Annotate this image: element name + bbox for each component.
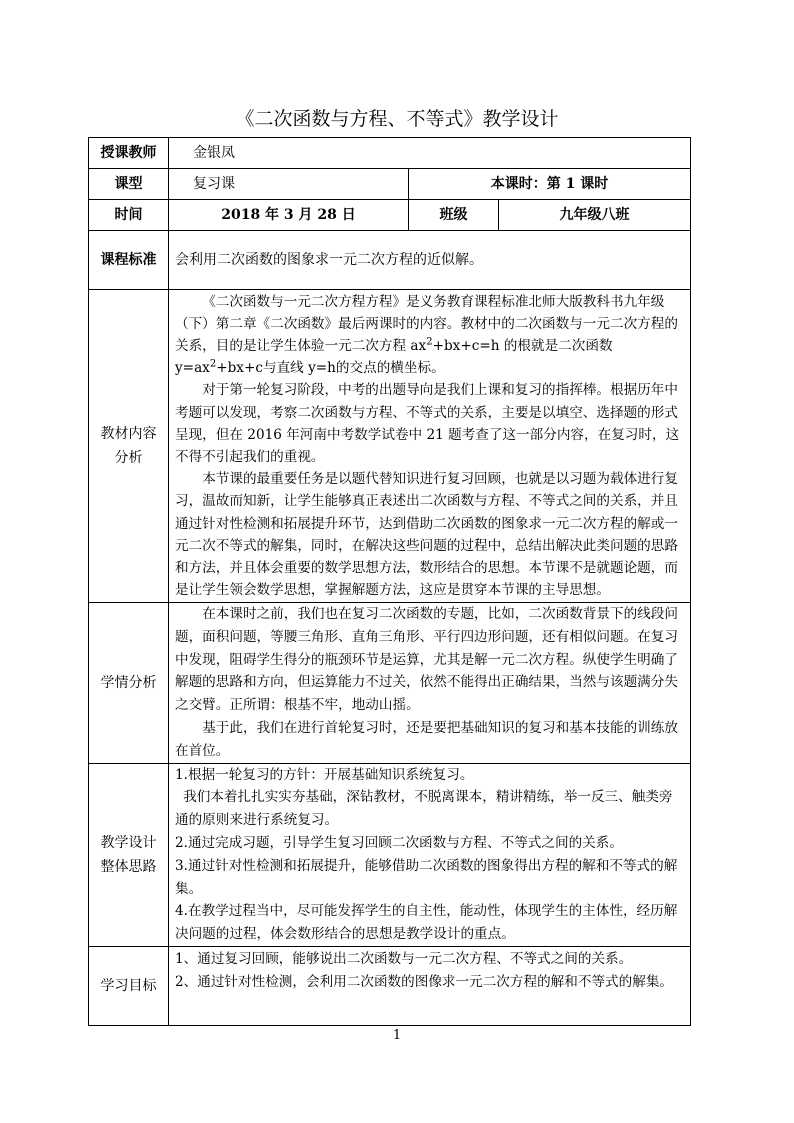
design-label [89,763,169,946]
teacher-value: 金银凤 [169,138,691,169]
objectives-label: 学习目标 [89,946,169,1025]
content-paragraph-2: 对于第一轮复习阶段，中考的出题导向是我们上课和复习的指挥棒。根据历年中考题可以发现，考察二次函数与方程、不等式的关系，主要是以填空、选择题的形式呈现，但在 2016 年河南中考数学试卷中 21 题考查了这一部分内容，在复习时，这不得不引起我们的重视。 [175,382,680,465]
design-item-4: 4.在教学过程当中，尽可能发挥学生的自主性，能动性，体现学生的主体性，经历解决问题的过程，体会数形结合的思想是教学设计的重点。 [175,903,678,943]
content-analysis-label-line1: 教材内容 [100,426,157,442]
content-paragraph-3: 本节课的最重要任务是以题代替知识进行复习回顾，也就是以习题为载体进行复习，温故而知新，让学生能够真正表述出二次函数与方程、不等式之间的关系，并且通过针对性检测和拓展提升环节，达到借助二次函数的图象求一元二次方程的解或一元二次不等式的解集，同时，在解决这些问题的过程中，总结出解决此类问题的思路和方法，并且体会重要的数学思想方法，数形结合的思想。本节课不是就题论题，而是让学生领会数学思想，掌握解题方法，这应是贯穿本节课的主导思想。 [175,471,678,599]
design-label-line1: 教学设计 [100,834,157,851]
session-value: 本课时：第 1 课时 [409,169,691,200]
standard-row [89,231,691,290]
time-row [89,200,691,231]
objective-item-1: 1、通过复习回顾，能够说出二次函数与一元二次方程、不等式之间的关系。 [175,950,633,967]
document-title: 《二次函数与方程、不等式》教学设计 [235,108,559,130]
design-text [169,763,691,946]
standard-text: 会利用二次函数的图象求一元二次方程的近似解。 [169,231,691,290]
learner-analysis-label: 学情分析 [89,603,169,764]
time-label: 时间 [89,200,169,231]
learner-paragraph-1: 在本课时之前，我们也在复习二次函数的专题，比如，二次函数背景下的线段问题，面积问题，等腰三角形、直角三角形、平行四边形问题，还有相似问题。在复习中发现，阻碍学生得分的瓶颈环节是运算，尤其是解一元二次方程。纵使学生明确了解题的思路和方向，但运算能力不过关，依然不能得出正确结果，当然与该题满分失之交臂。正所谓：根基不牢，地动山摇。 [175,606,678,714]
design-item-1: 1.根据一轮复习的方针：开展基础知识系统复习。 [175,766,474,783]
teacher-row [89,138,691,169]
content-analysis-text [169,290,691,603]
learner-paragraph-2: 基于此，我们在进行首轮复习时，还是要把基础知识的复习和基本技能的训练放在首位。 [175,719,678,759]
design-item-3: 3.通过针对性检测和拓展提升，能够借助二次函数的图象得出方程的解和不等式的解集。 [175,857,678,897]
design-item-1-detail: 我们本着扎扎实实夯基础，深钻教材，不脱离课本，精讲精练，举一反三、触类旁通的原则来进行系统复习。 [175,789,673,829]
objectives-text [169,946,691,1025]
content-analysis-label-line2: 分析 [114,450,143,466]
objective-item-2: 2、通过针对性检测，会利用二次函数的图像求一元二次方程的解和不等式的解集。 [175,973,674,990]
content-analysis-row [89,290,691,603]
class-value: 九年级八班 [499,200,691,231]
page-number: 1 [392,1028,402,1043]
class-label: 班级 [409,200,499,231]
design-row [89,763,691,946]
teacher-label: 授课教师 [89,138,169,169]
lesson-plan-table [88,137,691,1026]
date-value: 2018 年 3 月 28 日 [169,200,409,231]
learner-analysis-row [89,603,691,764]
standard-label: 课程标准 [89,231,169,290]
design-label-line2: 整体思路 [100,858,157,875]
lesson-type-label: 课型 [89,169,169,200]
content-paragraph-1: 《二次函数与一元二次方程方程》是义务教育课程标准北师大版教科书九年级（下）第二章《二次函数》最后两课时的内容。教材中的二次函数与一元二次方程的关系，目的是让学生体验一元二次方程 $ax^2+bx+c=h$ 的根就是二次函数 $y=ax^2+bx+c$与直线 y=h的交点的横坐标。 [175,293,678,377]
objectives-row [89,946,691,1025]
design-item-2: 2.通过完成习题，引导学生复习回顾二次函数与方程、不等式之间的关系。 [175,834,623,851]
content-analysis-label [89,290,169,603]
learner-analysis-text [169,603,691,764]
lesson-type-value: 复习课 [169,169,409,200]
lesson-type-row [89,169,691,200]
